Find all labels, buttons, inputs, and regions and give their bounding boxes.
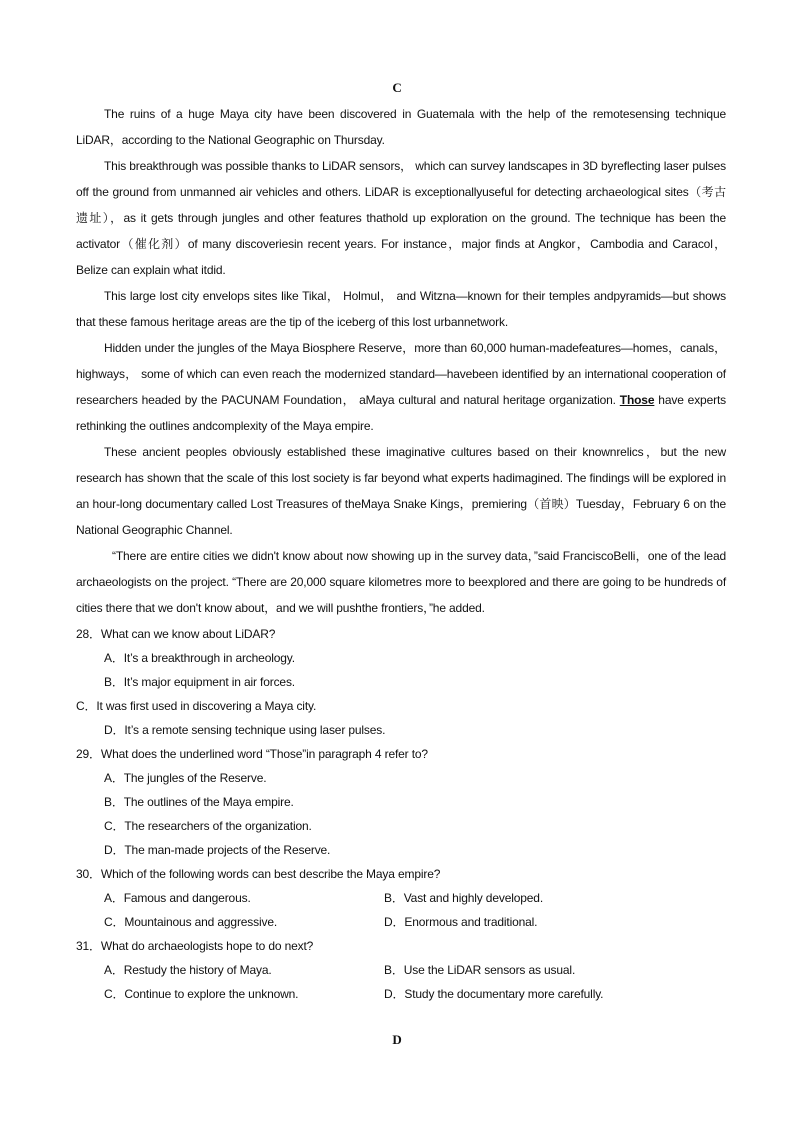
option-a: A．Famous and dangerous. bbox=[104, 891, 251, 905]
option-c: C．It was first used in discovering a Maya city. bbox=[76, 699, 317, 713]
paragraph-3: This large lost city envelops sites like Tikal， Holmul， and Witzna—known for their temples andpyramids—but shows that these famous heritage areas are the tip of the iceberg of this lost urbannetwork. bbox=[76, 289, 726, 329]
question-28 bbox=[76, 622, 726, 742]
paragraph-6: “There are entire cities we didn't know about now showing up in the survey data，”said FranciscoBelli，one of the lead archaeologists on the project. “There are 20,000 square kilometres more to beexplored and there are going to be hundreds of cities there that we don't know about，and we will pushthe frontiers，”he added. bbox=[76, 549, 726, 615]
option-b: B．Vast and highly developed. bbox=[384, 891, 544, 905]
section-heading-c: C bbox=[392, 80, 402, 95]
paragraph-5: These ancient peoples obviously established these imaginative cultures based on their knownrelics，but the new research has shown that the scale of this lost society is far beyond what experts hadimagined. The findings will be explored in an hour-long documentary called Lost Treasures of theMaya Snake Kings，premiering（首映）Tuesday，February 6 on the National Geographic Channel. bbox=[76, 445, 726, 537]
section-heading-d: D bbox=[392, 1032, 402, 1047]
option-b: B．The outlines of the Maya empire. bbox=[104, 795, 294, 809]
question-31 bbox=[76, 934, 726, 1006]
question-stem: 28．What can we know about LiDAR? bbox=[76, 627, 276, 641]
question-30 bbox=[76, 862, 726, 934]
option-d: D．Study the documentary more carefully. bbox=[384, 987, 604, 1001]
question-stem: 30．Which of the following words can best describe the Maya empire? bbox=[76, 867, 441, 881]
underlined-word: Those bbox=[619, 393, 655, 407]
option-b: B．It’s major equipment in air forces. bbox=[104, 675, 295, 689]
option-a: A．The jungles of the Reserve. bbox=[104, 771, 267, 785]
paragraph-2: This breakthrough was possible thanks to LiDAR sensors， which can survey landscapes in 3D byreflecting laser pulses off the ground from unmanned air vehicles and others. LiDAR is exceptionallyuseful for detecting archaeological sites（考古遗址），as it gets through jungles and other features thathold up exploration on the ground. The technique has been the activator（催化剂）of many discoveriesin recent years. For instance，major finds at Angkor，Cambodia and Caracol，Belize can explain what itdid. bbox=[76, 159, 726, 277]
option-d: D．It’s a remote sensing technique using laser pulses. bbox=[104, 723, 386, 737]
paragraph-4-text: Hidden under the jungles of the Maya Biosphere Reserve，more than 60,000 human-madefeatures—homes，canals， highways， some of which can even reach the modernized standard—havebeen identified by an international cooperation of researchers headed by the PACUNAM Foundation， aMaya cultural and natural heritage organization. bbox=[76, 341, 726, 407]
option-c: C．Continue to explore the unknown. bbox=[104, 987, 299, 1001]
question-29 bbox=[76, 742, 726, 862]
option-d: D．Enormous and traditional. bbox=[384, 915, 538, 929]
question-stem: 31．What do archaeologists hope to do next? bbox=[76, 939, 314, 953]
option-c: C．The researchers of the organization. bbox=[104, 819, 312, 833]
option-d: D．The man-made projects of the Reserve. bbox=[104, 843, 331, 857]
questions bbox=[76, 622, 726, 1006]
question-stem: 29．What does the underlined word “Those”in paragraph 4 refer to? bbox=[76, 747, 428, 761]
reading-passage bbox=[76, 101, 726, 621]
paragraph-4-text-end: have experts rethinking the outlines andcomplexity of the Maya empire. bbox=[76, 393, 726, 433]
option-b: B．Use the LiDAR sensors as usual. bbox=[384, 963, 576, 977]
paragraph-4 bbox=[76, 335, 726, 439]
option-c: C．Mountainous and aggressive. bbox=[104, 915, 278, 929]
option-a: A．Restudy the history of Maya. bbox=[104, 963, 272, 977]
option-a: A．It’s a breakthrough in archeology. bbox=[104, 651, 295, 665]
paragraph-1: The ruins of a huge Maya city have been discovered in Guatemala with the help of the remotesensing technique LiDAR，according to the National Geographic on Thursday. bbox=[76, 107, 726, 147]
